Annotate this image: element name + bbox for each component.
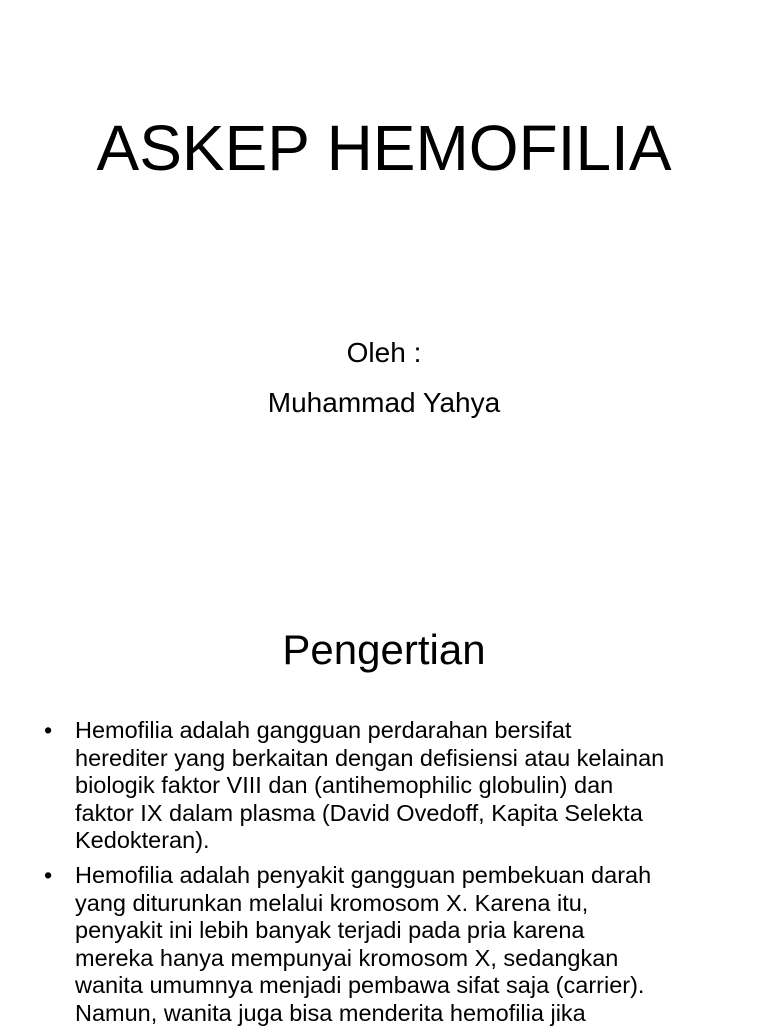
section-heading: Pengertian — [0, 624, 768, 676]
text-line: biologik faktor VIII dan (antihemophilic globulin) dan — [75, 772, 664, 800]
bullet-text — [75, 717, 664, 855]
text-line: yang diturunkan melalui kromosom X. Karena itu, — [75, 890, 651, 918]
text-line: Namun, wanita juga bisa menderita hemofilia jika — [75, 1000, 651, 1027]
text-line: penyakit ini lebih banyak terjadi pada pria karena — [75, 917, 651, 945]
byline-label: Oleh : — [0, 336, 768, 370]
text-line: wanita umumnya menjadi pembawa sifat saja (carrier). — [75, 972, 651, 1000]
bullet-icon: • — [44, 862, 52, 890]
bullet-text — [75, 862, 651, 1027]
bullet-icon: • — [44, 717, 52, 745]
text-line: herediter yang berkaitan dengan defisiensi atau kelainan — [75, 745, 664, 773]
text-line: faktor IX dalam plasma (David Ovedoff, Kapita Selekta — [75, 800, 664, 828]
text-line: Hemofilia adalah penyakit gangguan pembekuan darah — [75, 862, 651, 890]
text-line: Kedokteran). — [75, 827, 664, 855]
author-name: Muhammad Yahya — [0, 386, 768, 420]
text-line: Hemofilia adalah gangguan perdarahan bersifat — [75, 717, 664, 745]
text-line: mereka hanya mempunyai kromosom X, sedangkan — [75, 945, 651, 973]
slide-title: ASKEP HEMOFILIA — [0, 110, 768, 186]
